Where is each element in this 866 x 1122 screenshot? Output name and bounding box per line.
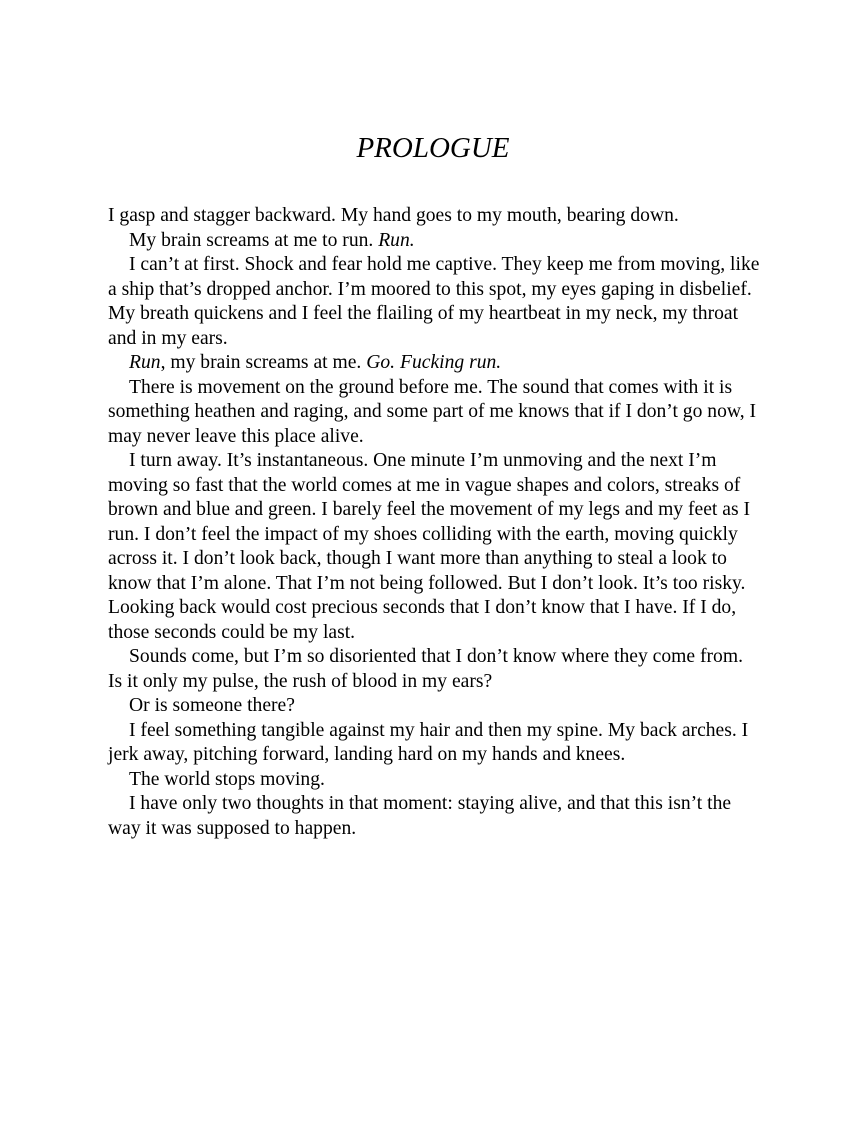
text-run: , my brain screams at me.	[160, 352, 367, 373]
text-run: I have only two thoughts in that moment: staying alive, and that this isn’t the way it was supposed to happen.	[108, 793, 732, 839]
italic-text-run: Run	[129, 352, 161, 373]
text-run: Or is someone there?	[129, 695, 295, 716]
text-run: I gasp and stagger backward. My hand goes to my mouth, bearing down.	[108, 205, 679, 226]
paragraph	[108, 792, 762, 841]
paragraph	[108, 253, 762, 351]
italic-text-run: Run.	[378, 229, 415, 251]
paragraph	[108, 204, 762, 229]
paragraph	[108, 229, 762, 254]
text-run: I can’t at first. Shock and fear hold me captive. They keep me from moving, like a ship that’s dropped anchor. I’m moored to this spot, my eyes gaping in disbelief. My breath quickens and I feel the flailing of my heartbeat in my neck, my throat and in my ears.	[108, 254, 760, 349]
text-run: I turn away. It’s instantaneous. One minute I’m unmoving and the next I’m moving so fast that the world comes at me in vague shapes and colors, streaks of brown and blue and green. I barely feel the movement of my legs and my feet as I run. I don’t feel the impact of my shoes colliding with the earth, moving quickly across it. I don’t look back, though I want more than anything to steal a look to know that I’m alone. That I’m not being followed. But I don’t look. It’s too risky. Looking back would cost precious seconds that I don’t know that I have. If I do, those seconds could be my last.	[108, 450, 751, 643]
text-run: The world stops moving.	[129, 768, 325, 790]
paragraph	[108, 351, 762, 376]
italic-text-run: Go. Fucking run.	[366, 352, 502, 373]
text-run: Sounds come, but I’m so disoriented that I don’t know where they come from. Is it only my pulse, the rush of blood in my ears?	[108, 646, 743, 692]
paragraph	[108, 645, 762, 694]
chapter-body-text	[108, 204, 762, 841]
text-run: I feel something tangible against my hair and then my spine. My back arches. I jerk away, pitching forward, landing hard on my hands and knees.	[108, 719, 749, 765]
text-run: There is movement on the ground before me. The sound that comes with it is something heathen and raging, and some part of me knows that if I don’t go now, I may never leave this place alive.	[108, 376, 757, 447]
paragraph	[108, 768, 762, 793]
paragraph	[108, 376, 762, 450]
paragraph	[108, 719, 762, 768]
paragraph	[108, 449, 762, 645]
text-run: My brain screams at me to run.	[129, 229, 379, 251]
chapter-title: PROLOGUE	[356, 132, 510, 164]
paragraph	[108, 694, 762, 719]
